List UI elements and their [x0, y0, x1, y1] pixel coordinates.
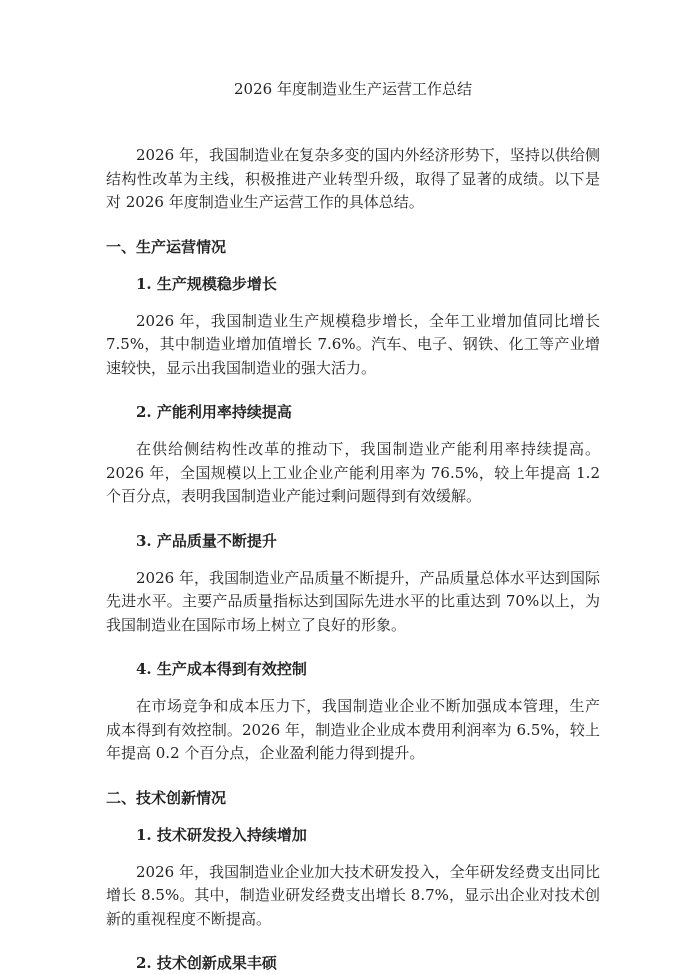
subheading-product-quality: 3. 产品质量不断提升 — [136, 531, 277, 550]
paragraph-product-quality: 2026 年，我国制造业产品质量不断提升，产品质量总体水平达到国际先进水平。主要产品质量指标达到国际先进水平的比重达到 70%以上，为我国制造业在国际市场上树立了良好的形象。 — [106, 568, 600, 634]
section-heading-innovation: 二、技术创新情况 — [106, 788, 227, 807]
paragraph-rd-investment: 2026 年，我国制造业企业加大技术研发投入，全年研发经费支出同比增长 8.5%。其中，制造业研发经费支出增长 8.7%，显示出企业对技术创新的重视程度不断提高。 — [106, 862, 600, 928]
subheading-production-cost: 4. 生产成本得到有效控制 — [136, 660, 307, 678]
intro-paragraph: 2026 年，我国制造业在复杂多变的国内外经济形势下，坚持以供给侧结构性改革为主线，积极推进产业转型升级，取得了显著的成绩。以下是对 2026 年度制造业生产运营工作的具体总结。 — [106, 146, 600, 211]
document-title: 2026 年度制造业生产运营工作总结 — [234, 80, 472, 98]
subheading-rd-investment: 1. 技术研发投入持续增加 — [136, 825, 307, 844]
paragraph-production-scale: 2026 年，我国制造业生产规模稳步增长，全年工业增加值同比增长 7.5%，其中制造业增加值增长 7.6%。汽车、电子、钢铁、化工等产业增速较快，显示出我国制造业的强大活力。 — [106, 311, 600, 377]
paragraph-production-cost: 在市场竞争和成本压力下，我国制造业企业不断加强成本管理，生产成本得到有效控制。2026 年，制造业企业成本费用利润率为 6.5%，较上年提高 0.2 个百分点，企业盈利能力得到提升。 — [106, 697, 600, 762]
subheading-capacity-utilization: 2. 产能利用率持续提高 — [136, 403, 292, 421]
subheading-innovation-results: 2. 技术创新成果丰硕 — [136, 954, 277, 972]
paragraph-capacity-utilization: 在供给侧结构性改革的推动下，我国制造业产能利用率持续提高。2026 年，全国规模以上工业企业产能利用率为 76.5%，较上年提高 1.2 个百分点，表明我国制造业产能过剩问题得到有效缓解。 — [106, 440, 600, 505]
subheading-production-scale: 1. 生产规模稳步增长 — [136, 274, 277, 293]
section-heading-production: 一、生产运营情况 — [106, 237, 227, 256]
